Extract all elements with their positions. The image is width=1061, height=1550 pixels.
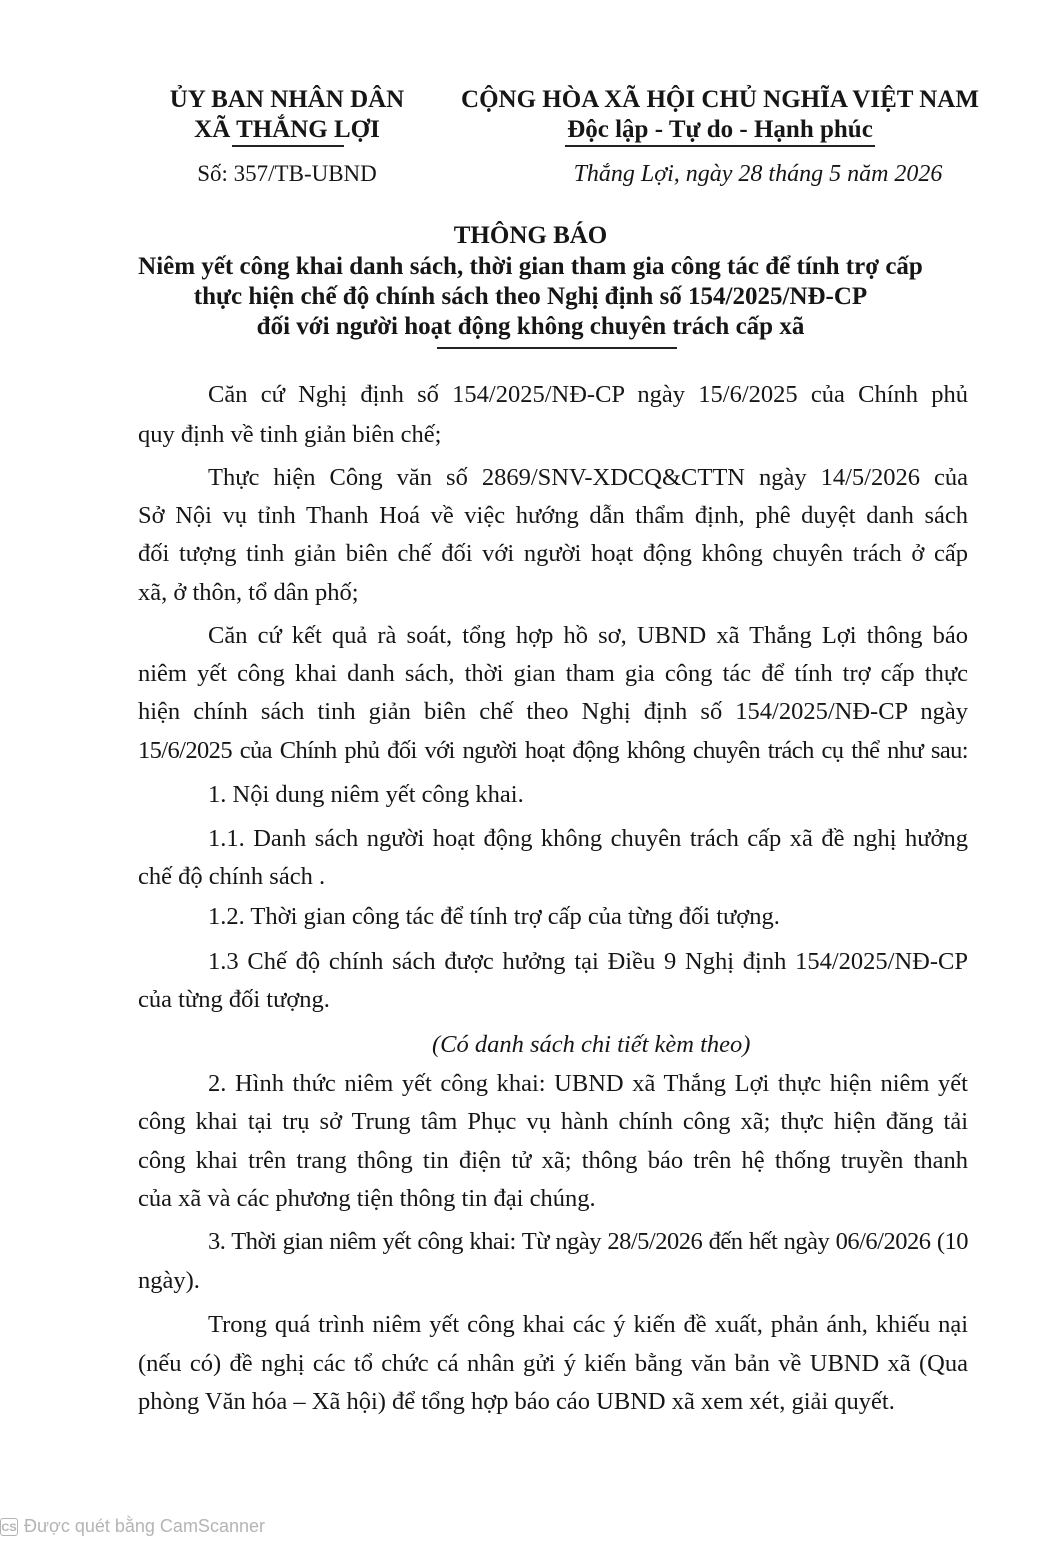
place-and-date: Thắng Lợi, ngày 28 tháng 5 năm 2026	[573, 161, 943, 187]
body-line: của từng đối tượng.	[138, 986, 330, 1013]
body-line: phòng Văn hóa – Xã hội) để tổng hợp báo cáo UBND xã xem xét, giải quyết.	[138, 1388, 895, 1415]
body-line: Sở Nội vụ tỉnh Thanh Hoá về việc hướng dẫn thẩm định, phê duyệt danh sách	[138, 502, 968, 529]
body-line: đối tượng tinh giản biên chế đối với người hoạt động không chuyên trách ở cấp	[138, 540, 968, 567]
body-line: xã, ở thôn, tổ dân phố;	[138, 579, 359, 606]
body-line: ngày).	[138, 1267, 200, 1294]
body-line: hiện chính sách tinh giản biên chế theo Nghị định số 154/2025/NĐ-CP ngày	[138, 698, 968, 725]
body-line: chế độ chính sách .	[138, 863, 326, 890]
commune-name: XÃ THẮNG LỢI	[194, 116, 380, 143]
body-line: 2. Hình thức niêm yết công khai: UBND xã Thắng Lợi thực hiện niêm yết	[208, 1070, 968, 1097]
document-title: THÔNG BÁO	[453, 222, 608, 249]
agency-underline	[232, 145, 344, 147]
attachment-note: (Có danh sách chi tiết kèm theo)	[432, 1031, 751, 1058]
body-line: 3. Thời gian niêm yết công khai: Từ ngày 28/5/2026 đến hết ngày 06/6/2026 (10	[208, 1228, 968, 1255]
body-line: Căn cứ kết quả rà soát, tổng hợp hồ sơ, UBND xã Thắng Lợi thông báo	[208, 622, 968, 649]
body-line: Trong quá trình niêm yết công khai các ý kiến đề xuất, phản ánh, khiếu nại	[208, 1311, 968, 1338]
country-name: CỘNG HÒA XÃ HỘI CHỦ NGHĨA VIỆT NAM	[461, 86, 979, 113]
body-line: quy định về tinh giản biên chế;	[138, 421, 442, 448]
body-line: của xã và các phương tiện thông tin đại chúng.	[138, 1185, 596, 1212]
agency-name: ỦY BAN NHÂN DÂN	[169, 86, 405, 113]
camscanner-icon: CS	[0, 1518, 18, 1536]
scanner-watermark	[0, 1516, 265, 1537]
body-line: niêm yết công khai danh sách, thời gian tham gia công tác để tính trợ cấp thực	[138, 660, 968, 687]
body-line: công khai tại trụ sở Trung tâm Phục vụ hành chính công xã; thực hiện đăng tải	[138, 1108, 968, 1135]
title-underline	[437, 347, 677, 349]
national-motto: Độc lập - Tự do - Hạnh phúc	[567, 116, 873, 143]
body-line: 1.3 Chế độ chính sách được hưởng tại Điều 9 Nghị định 154/2025/NĐ-CP	[208, 948, 968, 975]
motto-underline	[565, 145, 875, 147]
body-line: (nếu có) đề nghị các tổ chức cá nhân gửi ý kiến bằng văn bản về UBND xã (Qua	[138, 1350, 968, 1377]
section-heading: 1. Nội dung niêm yết công khai.	[208, 781, 524, 808]
document-subtitle-3: đối với người hoạt động không chuyên trách cấp xã	[256, 313, 805, 340]
document-subtitle-1: Niêm yết công khai danh sách, thời gian tham gia công tác để tính trợ cấp	[138, 253, 923, 280]
body-line: 1.2. Thời gian công tác để tính trợ cấp của từng đối tượng.	[208, 903, 780, 930]
body-line: Căn cứ Nghị định số 154/2025/NĐ-CP ngày 15/6/2025 của Chính phủ	[208, 381, 968, 408]
body-line: 15/6/2025 của Chính phủ đối với người hoạt động không chuyên trách cụ thể như sau:	[138, 737, 968, 764]
document-number: Số: 357/TB-UBND	[197, 161, 377, 186]
watermark-label: Được quét bằng CamScanner	[24, 1516, 265, 1536]
document-subtitle-2: thực hiện chế độ chính sách theo Nghị định số 154/2025/NĐ-CP	[193, 283, 868, 310]
body-line: công khai trên trang thông tin điện tử xã; thông báo trên hệ thống truyền thanh	[138, 1147, 968, 1174]
body-line: 1.1. Danh sách người hoạt động không chuyên trách cấp xã đề nghị hưởng	[208, 825, 968, 852]
body-line: Thực hiện Công văn số 2869/SNV-XDCQ&CTTN ngày 14/5/2026 của	[208, 464, 968, 491]
